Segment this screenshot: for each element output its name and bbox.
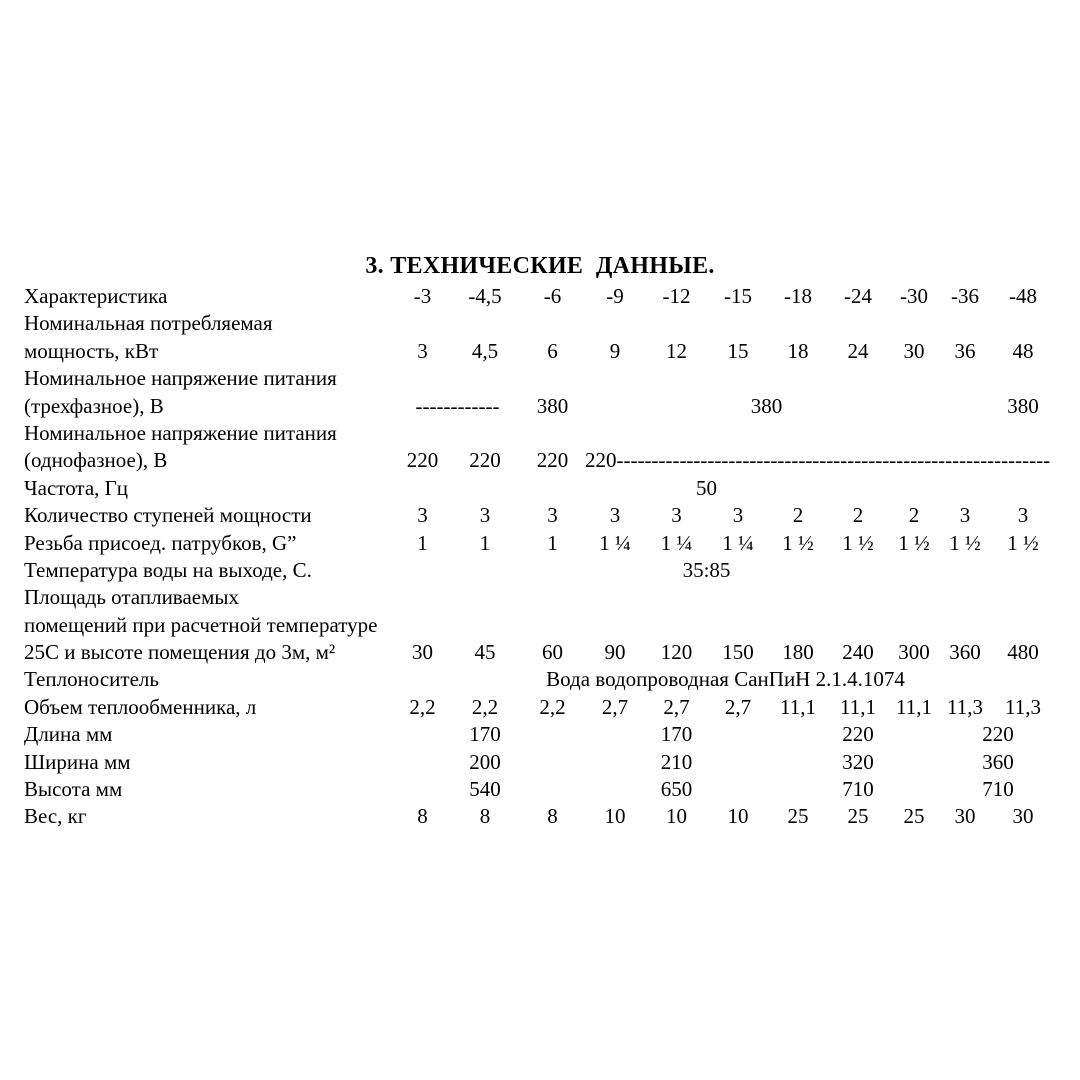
table-cell: 180 bbox=[782, 640, 814, 665]
table-cell: 8 bbox=[547, 804, 558, 829]
table-row bbox=[24, 502, 1056, 529]
table-cell: 36 bbox=[954, 338, 976, 363]
table-cell: 300 bbox=[898, 640, 930, 665]
table-cell: 1 ½ bbox=[949, 530, 981, 555]
table-cell: -3 bbox=[413, 284, 432, 308]
table-cell: 2,2 bbox=[539, 694, 566, 719]
table-row bbox=[24, 393, 1056, 420]
table-cell: 220 bbox=[842, 722, 874, 747]
table-row bbox=[24, 338, 1056, 365]
table-row bbox=[24, 776, 1056, 803]
table-row bbox=[24, 283, 1056, 310]
table-row bbox=[24, 557, 1056, 584]
section-title: 3. ТЕХНИЧЕСКИЕ ДАННЫЕ. bbox=[365, 253, 715, 279]
table-cell: 380 bbox=[750, 393, 783, 418]
table-cell: 170 bbox=[660, 722, 693, 747]
table-cell: 240 bbox=[842, 640, 874, 665]
table-cell: 210 bbox=[660, 749, 693, 774]
table-cell: 220 bbox=[469, 448, 501, 473]
table-row bbox=[24, 530, 1056, 557]
table-cell: -12 bbox=[662, 284, 691, 308]
row-label: (однофазное), В bbox=[24, 448, 168, 473]
row-label: Номинальное напряжение питания bbox=[24, 366, 337, 391]
table-row bbox=[24, 694, 1056, 721]
table-cell: 2,7 bbox=[663, 694, 690, 719]
table-cell: 650 bbox=[660, 777, 693, 802]
row-label: Номинальная потребляемая bbox=[24, 311, 273, 336]
table-cell: 1 bbox=[479, 530, 491, 555]
row-label: Длина мм bbox=[24, 722, 113, 747]
row-label: Теплоноситель bbox=[24, 667, 159, 692]
table-cell: 1 ½ bbox=[842, 530, 874, 555]
row-label: 25С и высоте помещения до 3м, м² bbox=[24, 640, 336, 665]
row-label: Температура воды на выходе, С. bbox=[24, 557, 312, 582]
table-cell: 170 bbox=[469, 722, 501, 747]
table-cell: 25 bbox=[847, 804, 869, 829]
table-cell: 60 bbox=[542, 640, 563, 665]
table-row bbox=[24, 721, 1056, 748]
table-cell: 360 bbox=[949, 640, 981, 665]
table-cell: 2 bbox=[908, 503, 920, 528]
table-cell: 3 bbox=[609, 503, 621, 528]
table-cell: 11,1 bbox=[840, 694, 876, 719]
table-cell: 1 ½ bbox=[1007, 530, 1039, 555]
table-row bbox=[24, 365, 1056, 392]
row-label: Ширина мм bbox=[24, 749, 131, 774]
table-cell: 1 bbox=[417, 530, 428, 555]
table-cell: 1 ½ bbox=[782, 530, 814, 555]
table-cell: 220-------------------------------------------------------------- bbox=[585, 448, 1051, 473]
row-label: Резьба присоед. патрубков, G” bbox=[24, 530, 297, 555]
table-cell: 8 bbox=[417, 804, 428, 829]
table-cell: 6 bbox=[547, 338, 558, 363]
table-cell: 12 bbox=[666, 338, 687, 363]
table-cell: 30 bbox=[412, 640, 433, 665]
table-cell: 710 bbox=[842, 777, 874, 802]
table-cell: 11,1 bbox=[896, 694, 932, 719]
table-cell: 480 bbox=[1007, 640, 1039, 665]
table-cell: 50 bbox=[696, 475, 717, 500]
table-cell: 380 bbox=[1007, 393, 1039, 418]
table-cell: -6 bbox=[543, 284, 562, 308]
table-cell: 45 bbox=[474, 640, 496, 665]
table-cell: 710 bbox=[982, 777, 1014, 802]
table-cell: -48 bbox=[1009, 284, 1037, 308]
table-cell: 3 bbox=[1017, 503, 1029, 528]
technical-data-table bbox=[24, 283, 1056, 831]
table-cell: 540 bbox=[469, 777, 501, 802]
table-cell: Вода водопроводная СанПиН 2.1.4.1074 bbox=[546, 667, 905, 692]
row-label: Номинальное напряжение питания bbox=[24, 420, 337, 445]
table-row bbox=[24, 639, 1056, 666]
table-cell: 18 bbox=[787, 338, 809, 363]
table-cell: 48 bbox=[1012, 338, 1034, 363]
row-label: мощность, кВт bbox=[24, 338, 159, 363]
table-cell: 220 bbox=[536, 448, 569, 473]
table-cell: 1 ¼ bbox=[599, 530, 631, 555]
table-cell: 1 ¼ bbox=[722, 530, 754, 555]
table-cell: 150 bbox=[722, 640, 754, 665]
row-label: (трехфазное), В bbox=[24, 393, 164, 418]
table-cell: -24 bbox=[844, 284, 872, 308]
table-cell: 2 bbox=[792, 503, 804, 528]
table-cell: 10 bbox=[727, 804, 749, 829]
table-cell: 24 bbox=[847, 338, 869, 363]
table-cell: 2,7 bbox=[601, 694, 629, 719]
table-cell: 9 bbox=[609, 338, 621, 363]
row-label: Высота мм bbox=[24, 777, 123, 802]
table-cell: 90 bbox=[604, 640, 626, 665]
row-label: Количество ступеней мощности bbox=[24, 503, 312, 528]
table-cell: 10 bbox=[604, 804, 626, 829]
table-cell: -36 bbox=[951, 284, 979, 308]
table-cell: 1 bbox=[547, 530, 558, 555]
table-cell: 2,2 bbox=[409, 694, 436, 719]
table-row bbox=[24, 420, 1056, 447]
table-cell: ------------ bbox=[415, 393, 500, 418]
table-cell: -30 bbox=[900, 284, 928, 308]
table-row bbox=[24, 803, 1056, 830]
row-label: Характеристика bbox=[24, 284, 168, 308]
table-cell: 25 bbox=[787, 804, 809, 829]
table-cell: 8 bbox=[479, 804, 491, 829]
table-cell: 15 bbox=[727, 338, 749, 363]
row-label: Вес, кг bbox=[24, 804, 87, 829]
table-row bbox=[24, 447, 1056, 474]
table-cell: 320 bbox=[842, 749, 874, 774]
table-row bbox=[24, 584, 1056, 611]
table-cell: 3 bbox=[479, 503, 491, 528]
table-cell: 3 bbox=[547, 503, 558, 528]
table-cell: 4,5 bbox=[471, 338, 499, 363]
table-cell: 3 bbox=[671, 503, 682, 528]
table-cell: 380 bbox=[536, 393, 569, 418]
table-cell: 220 bbox=[982, 722, 1014, 747]
table-row bbox=[24, 310, 1056, 337]
table-row bbox=[24, 612, 1056, 639]
table-cell: 25 bbox=[903, 804, 925, 829]
table-cell: 3 bbox=[732, 503, 744, 528]
table-cell: 2,7 bbox=[724, 694, 752, 719]
table-cell: 11,3 bbox=[1005, 694, 1041, 719]
table-cell: -4,5 bbox=[468, 284, 502, 308]
table-cell: 10 bbox=[666, 804, 687, 829]
table-cell: 30 bbox=[1012, 804, 1034, 829]
table-cell: 1 ¼ bbox=[660, 530, 693, 555]
table-cell: 120 bbox=[660, 640, 693, 665]
table-cell: 1 ½ bbox=[898, 530, 930, 555]
row-label: помещений при расчетной температуре bbox=[24, 612, 378, 637]
row-label: Объем теплообменника, л bbox=[24, 694, 257, 719]
table-row bbox=[24, 666, 1056, 693]
row-label: Площадь отапливаемых bbox=[24, 585, 239, 610]
table-cell: 2,2 bbox=[471, 694, 499, 719]
row-label: Частота, Гц bbox=[24, 475, 129, 500]
table-cell: 220 bbox=[406, 448, 439, 473]
table-cell: 30 bbox=[954, 804, 976, 829]
table-cell: 11,3 bbox=[947, 694, 983, 719]
table-cell: -15 bbox=[724, 284, 752, 308]
table-cell: 3 bbox=[417, 503, 428, 528]
table-cell: 30 bbox=[903, 338, 925, 363]
table-cell: 200 bbox=[469, 749, 501, 774]
table-cell: 3 bbox=[959, 503, 971, 528]
table-cell: 2 bbox=[852, 503, 864, 528]
technical-data-section bbox=[24, 249, 1056, 831]
table-row bbox=[24, 749, 1056, 776]
table-row bbox=[24, 475, 1056, 502]
table-cell: 360 bbox=[982, 749, 1014, 774]
table-cell: 3 bbox=[417, 338, 428, 363]
table-cell: -18 bbox=[784, 284, 812, 308]
table-cell: 35:85 bbox=[682, 557, 731, 582]
table-cell: -9 bbox=[606, 284, 624, 308]
table-cell: 11,1 bbox=[780, 694, 816, 719]
